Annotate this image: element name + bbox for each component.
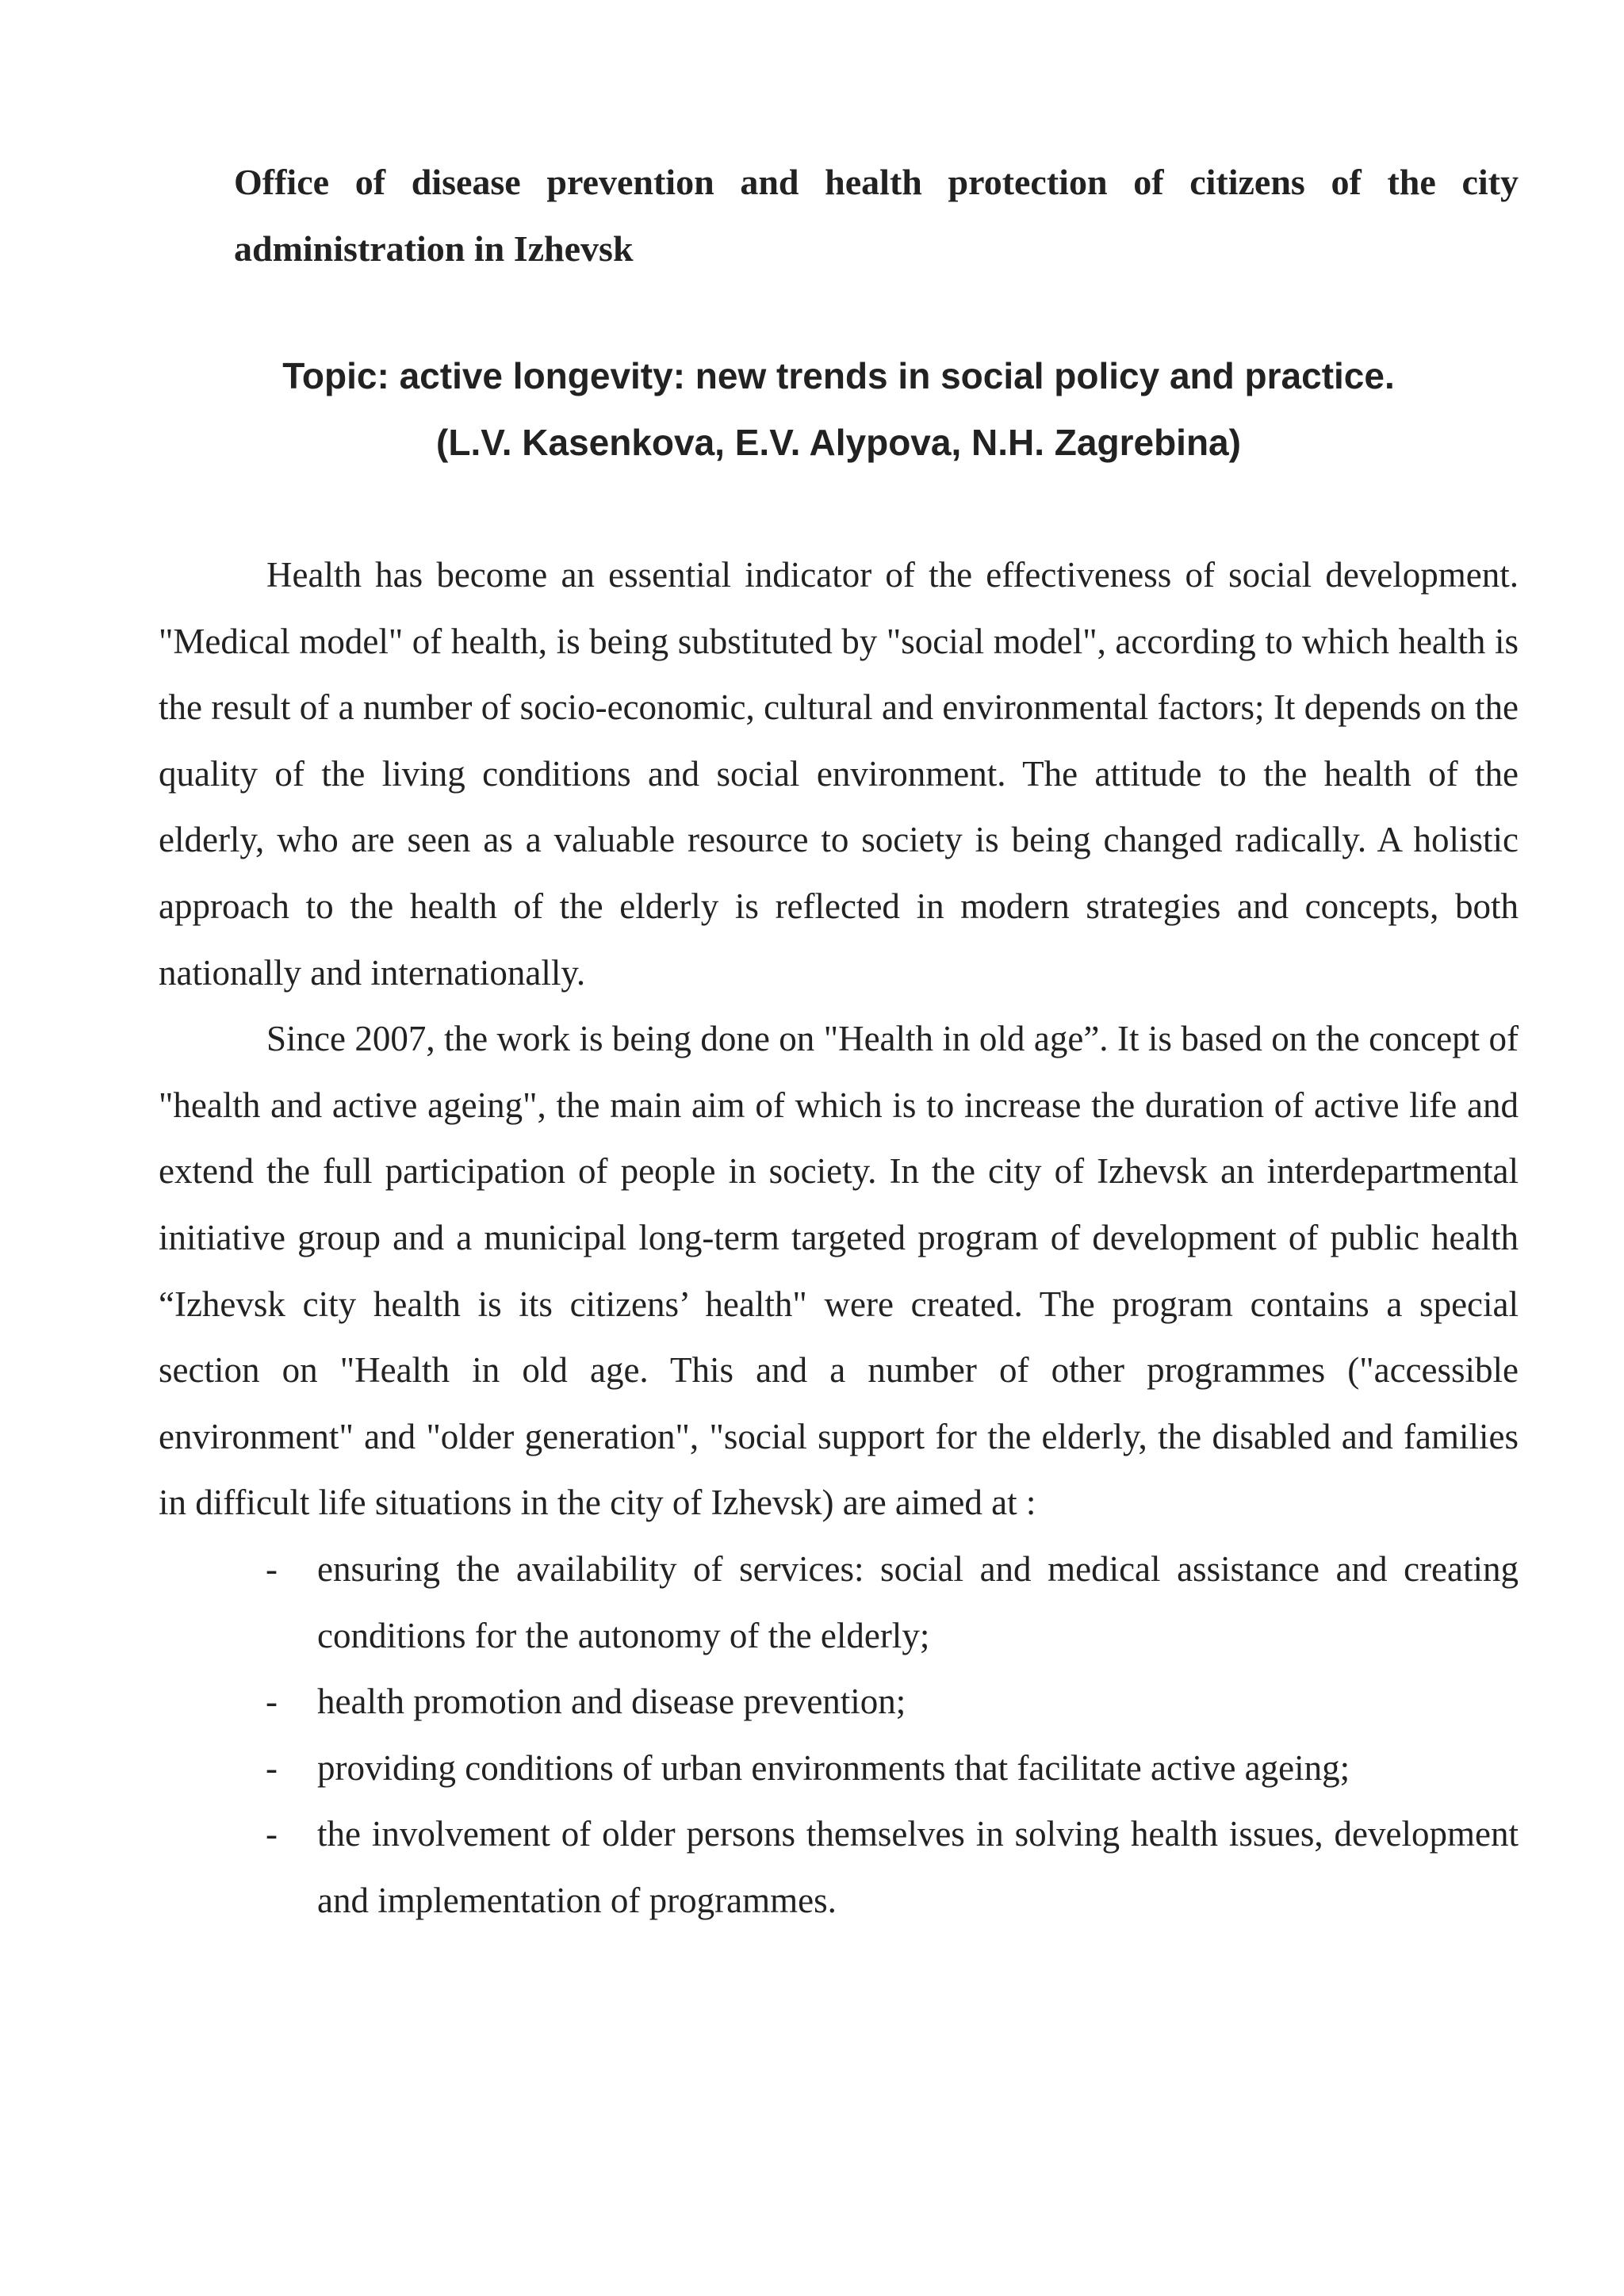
list-item [159,1735,1519,1802]
bullet-dash: - [266,1747,278,1788]
bullet-dash: - [266,1682,278,1722]
aims-list [159,1536,1519,1934]
topic-title: Topic: active longevity: new trends in social policy and practice. [282,355,1395,396]
list-item [159,1669,1519,1735]
body-text [159,542,1519,1934]
paragraph-1: Health has become an essential indicator of the effectiveness of social development. "Medical model" of health, is being substituted by "social model", according to which health is the result of a number of socio-economic, cultural and environmental factors; It depends on the quality of the living conditions and social environment. The attitude to the health of the elderly, who are seen as a valuable resource to society is being changed radically. A holistic approach to the health of the elderly is reflected in modern strategies and concepts, both nationally and internationally. [159,555,1519,993]
list-item-text: ensuring the availability of services: social and medical assistance and creating conditions for the autonomy of the elderly; [317,1548,1519,1655]
organization-heading: Office of disease prevention and health protection of citizens of the city administration in Izhevsk [234,162,1519,269]
list-item [159,1536,1519,1669]
paragraph-2: Since 2007, the work is being done on "Health in old age”. It is based on the concept of "health and active ageing", the main aim of which is to increase the duration of active life and extend the full participation of people in society. In the city of Izhevsk an interdepartmental initiative group and a municipal long-term targeted program of development of public health “Izhevsk city health is its citizens’ health" were created. The program contains a special section on "Health in old age. This and a number of other programmes ("accessible environment" and "older generation", "social support for the elderly, the disabled and families in difficult life situations in the city of Izhevsk) are aimed at : [159,1019,1519,1523]
list-item [159,1801,1519,1934]
list-item-text: health promotion and disease prevention; [317,1682,906,1722]
topic-block [159,342,1519,476]
bullet-dash: - [266,1548,278,1589]
list-item-text: providing conditions of urban environments that facilitate active ageing; [317,1747,1350,1788]
topic-authors: (L.V. Kasenkova, E.V. Alypova, N.H. Zagrebina) [436,422,1241,463]
list-item-text: the involvement of older persons themselves in solving health issues, development and implementation of programmes. [317,1814,1519,1920]
bullet-dash: - [266,1814,278,1854]
